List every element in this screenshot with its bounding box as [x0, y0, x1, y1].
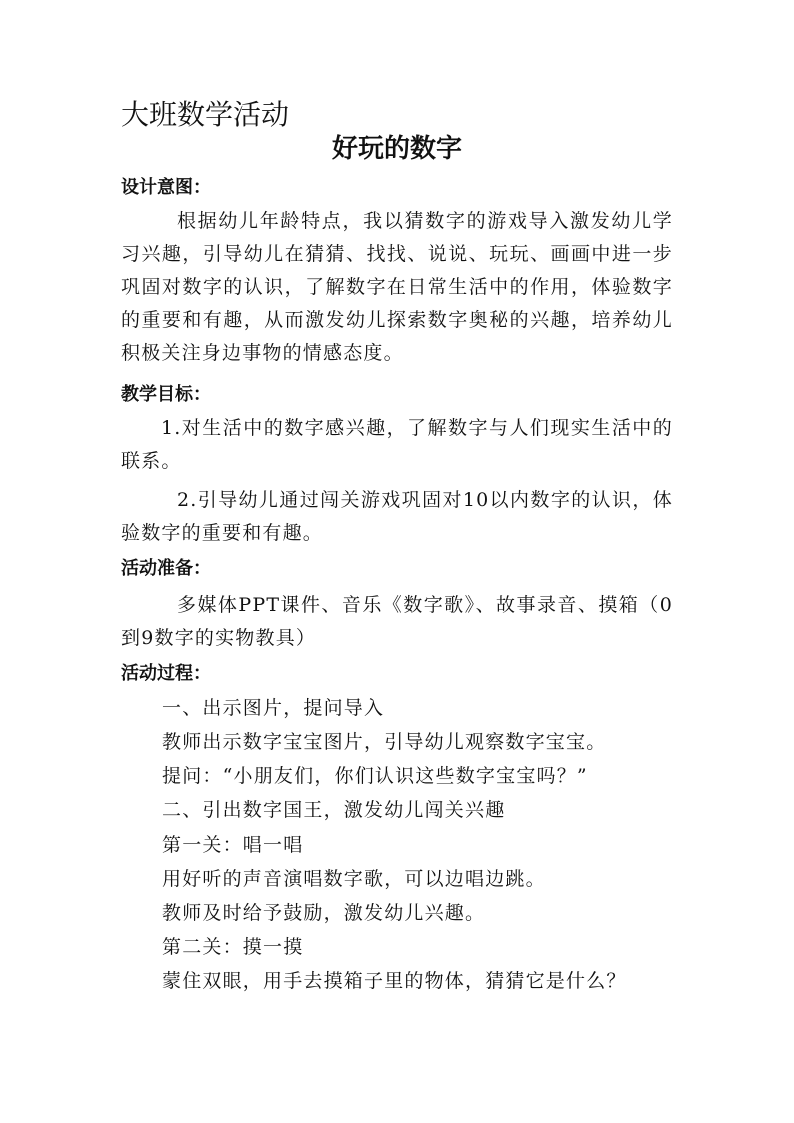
goal-item-1: 1.对生活中的数字感兴趣，了解数字与人们现实生活中的联系。	[121, 417, 673, 472]
level-2-title: 第二关：摸一摸	[162, 936, 304, 958]
goals-heading: 教学目标：	[121, 384, 211, 405]
process-step-2: 二、引出数字国王，激发幼儿闯关兴趣	[162, 799, 506, 821]
design-intent-heading: 设计意图：	[121, 177, 211, 198]
goal-item-2: 2.引导幼儿通过闯关游戏巩固对10以内数字的认识，体验数字的重要和有趣。	[121, 489, 673, 544]
process-step-1-question: 提问：“小朋友们，你们认识这些数字宝宝吗？”	[162, 765, 588, 787]
design-intent-paragraph: 根据幼儿年龄特点，我以猜数字的游戏导入激发幼儿学习兴趣，引导幼儿在猜猜、找找、说说、玩玩、画画中进一步巩固对数字的认识，了解数字在日常生活中的作用，体验数字的重要和有趣，从而激发幼儿探索数字奥秘的兴趣，培养幼儿积极关注身边事物的情感态度。	[121, 210, 673, 364]
process-heading: 活动过程：	[121, 663, 211, 684]
level-1-title: 第一关：唱一唱	[162, 834, 304, 856]
level-2-instruction: 蒙住双眼，用手去摸箱子里的物体，猜猜它是什么？	[162, 970, 627, 992]
level-1-instruction: 用好听的声音演唱数字歌，可以边唱边跳。	[162, 868, 546, 890]
preparation-paragraph: 多媒体PPT课件、音乐《数字歌》、故事录音、摸箱（0到9数字的实物教具）	[121, 594, 673, 649]
level-1-encouragement: 教师及时给予鼓励，激发幼儿兴趣。	[162, 902, 486, 924]
process-step-1: 一、出示图片，提问导入	[162, 697, 385, 719]
document-title: 好玩的数字	[331, 134, 462, 164]
process-step-1-detail: 教师出示数字宝宝图片，引导幼儿观察数字宝宝。	[162, 731, 607, 753]
preparation-heading: 活动准备：	[121, 558, 211, 579]
document-category-label: 大班数学活动	[121, 98, 290, 131]
